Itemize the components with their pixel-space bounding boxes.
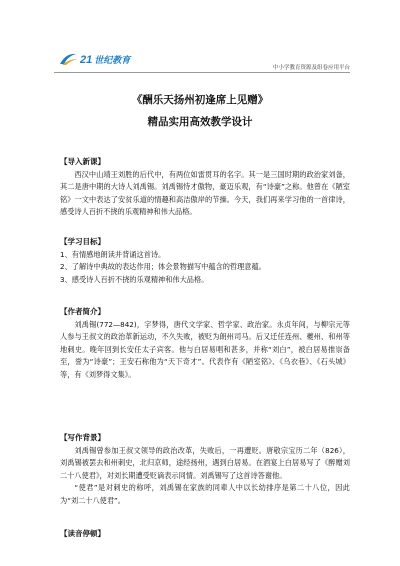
section-heading: 【写作背景】 — [60, 433, 105, 442]
section-intro — [60, 156, 350, 219]
section-author — [60, 306, 350, 382]
logo-swoosh-icon — [58, 51, 78, 67]
goal-item: 2、了解诗中典故的表达作用；体会景物描写中蕴含的哲理意蕴。 — [60, 262, 266, 272]
logo — [58, 49, 130, 69]
section-heading: 【读音停顿】 — [60, 529, 105, 538]
page-header — [0, 0, 400, 80]
section-heading: 【学习目标】 — [60, 237, 105, 246]
section-heading: 【作者简介】 — [60, 307, 105, 316]
section-heading: 【导入新课】 — [60, 157, 105, 166]
logo-text: 21 世纪教育 — [80, 53, 131, 66]
header-divider — [54, 72, 350, 73]
goal-item: 1、有情感地朗读并背诵这首诗。 — [60, 249, 166, 259]
goal-item: 3、感受诗人百折不挠的乐观精神和伟大品格。 — [60, 274, 209, 284]
section-body: 刘禹锡曾参加王叔文领导的政治改革，失败后，一再遭贬。唐敬宗宝历二年（826），刘禹锡被罢去和州刺史，北归京师，途经扬州，遇到白居易。在酒宴上白居易写了《醉赠刘二十八使君》，对刘长期遭受贬谪表示同情。刘禹锡写了这首诗答谢他。 — [60, 445, 350, 480]
section-goals — [60, 236, 350, 286]
section-body: 西汉中山靖王刘胜的后代中，有两位如雷贯耳的名字。其一是三国时期的政治家刘备，其二是唐中期的大诗人刘禹锡。刘禹锡恃才傲物，豪迈乐观，有“诗豪”之称。他曾在《陋室铭》一文中表达了安贫乐道的情趣和高洁傲岸的节操。今天，我们再来学习他的一首律诗，感受诗人百折不挠的乐观精神和伟大品格。 — [60, 169, 350, 217]
platform-label: 中小学教育资源及组卷应用平台 — [272, 65, 350, 71]
section-reading — [60, 528, 350, 541]
section-body: “使君”是对刺史的称呼，刘禹锡在家族的同辈人中以长幼排序是第二十八位，因此为“刘二十八使君”。 — [60, 483, 350, 505]
section-background — [60, 432, 350, 508]
page-subtitle: 精品实用高效教学设计 — [147, 116, 253, 128]
section-body: 刘禹锡(772—842)，字梦得，唐代文学家、哲学家、政治家。永贞年间，与柳宗元等人参与王叔文的政治革新运动，不久失败，被贬为朗州司马。后又迁任连州、夔州、和州等地刺史。晚年回到长安任太子宾客。他与白居易唱和甚多，并称“刘白”，被白居易推崇备至，誉为“诗豪”；王安石称他为“天下奇才”。代表作有《陋室铭》、《乌衣巷》、《石头城》等，有《刘梦得文集》。 — [60, 319, 350, 379]
page-title: 《酬乐天扬州初逢席上见赠》 — [131, 94, 269, 106]
